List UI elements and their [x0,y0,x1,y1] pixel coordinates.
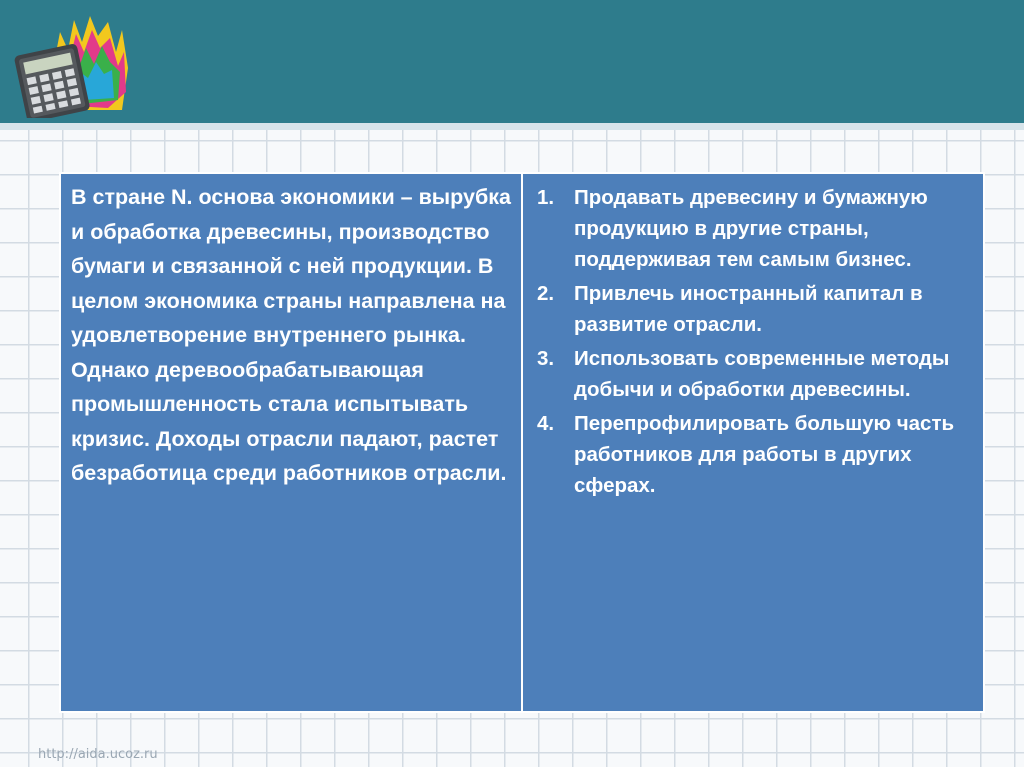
header-bar [0,0,1024,123]
list-item-text: Перепрофилировать большую часть работников для работы в других сферах. [574,412,955,497]
list-item-text: Использовать современные методы добычи и обработки древесины. [574,347,950,401]
list-item [537,182,969,275]
list-item-text: Привлечь иностранный капитал в развитие отрасли. [574,282,923,336]
list-item [537,278,969,340]
list-item [537,408,969,501]
list-item-number: 1. [537,186,555,209]
list-item-number: 4. [537,412,555,435]
list-item [537,343,969,405]
header-stripe [0,123,1024,130]
footer-url: http://aida.ucoz.ru [38,747,158,762]
options-cell [523,174,983,711]
situation-cell [61,174,523,711]
list-item-number: 2. [537,282,555,305]
content-table [59,172,985,713]
calculator-chart-icon [12,12,132,118]
list-item-text: Продавать древесину и бумажную продукцию в другие страны, поддерживая тем самым бизнес. [574,186,928,271]
list-item-number: 3. [537,347,555,370]
situation-text: В стране N. основа экономики – вырубка и обработка древесины, производство бумаги и связанной с ней продукции. В целом экономика страны направлена на удовлетворение внутреннего рынка. Однако деревообрабатывающая промышленность стала испытывать кризис. Доходы отрасли падают, растет безработица среди работников отрасли. [71,185,511,485]
options-list [537,182,969,501]
